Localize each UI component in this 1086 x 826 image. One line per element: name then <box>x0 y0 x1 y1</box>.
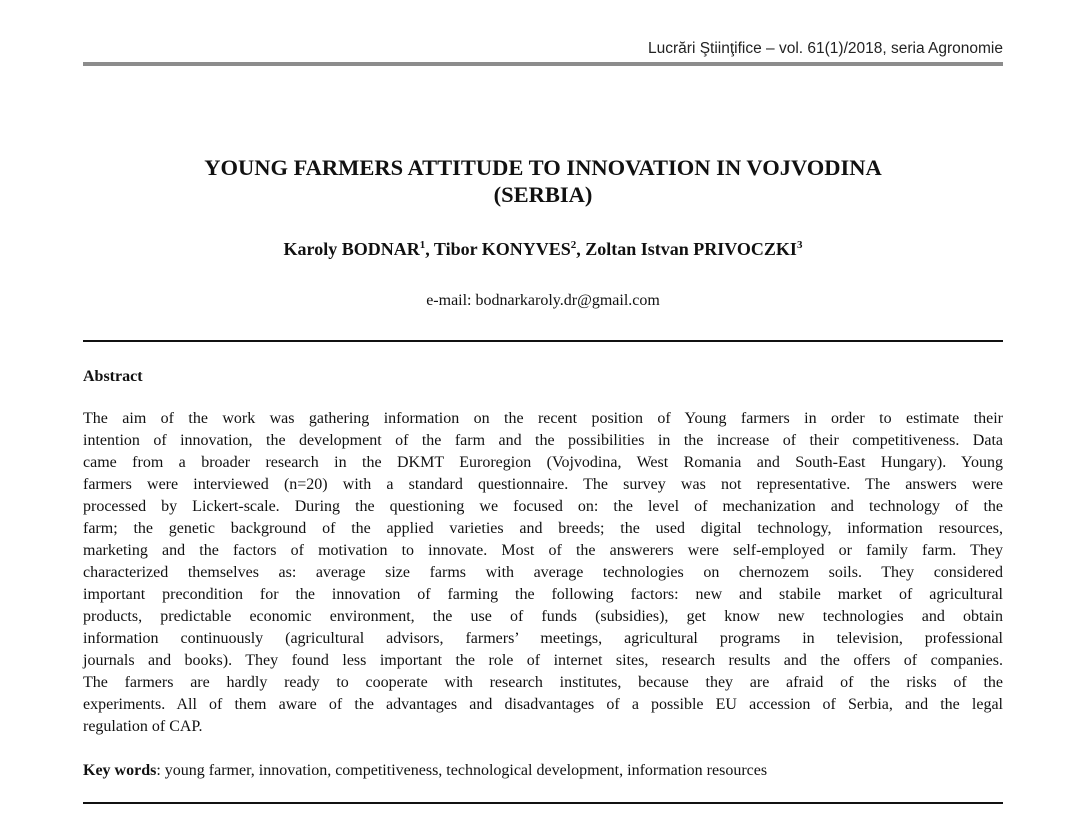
author-affiliation-marker: 1 <box>419 239 426 251</box>
author-affiliation-marker: 2 <box>570 239 577 251</box>
paper-title-line-1: YOUNG FARMERS ATTITUDE TO INNOVATION IN VOJVODINA <box>204 155 882 180</box>
journal-running-header: Lucrări Ştiinţifice – vol. 61(1)/2018, seria Agronomie <box>648 40 1003 57</box>
keywords-text: : young farmer, innovation, competitiveness, technological development, information resources <box>156 762 768 779</box>
header-rule <box>83 62 1003 66</box>
abstract-line: characterized themselves as: average size farms with average technologies on chernozem soils. They considered <box>83 564 1003 581</box>
abstract-line: The aim of the work was gathering information on the recent position of Young farmers in order to estimate their <box>83 410 1003 427</box>
abstract-line: The farmers are hardly ready to cooperate with research institutes, because they are afraid of the risks of the <box>83 674 1003 691</box>
author-separator: , <box>425 239 434 259</box>
abstract-line: marketing and the factors of motivation to innovate. Most of the answerers were self-employed or family farm. They <box>83 542 1003 559</box>
author-affiliation-marker: 3 <box>796 239 803 251</box>
abstract-line: farmers were interviewed (n=20) with a standard questionnaire. The survey was not representative. The answers were <box>83 476 1003 493</box>
abstract-line: products, predictable economic environment, the use of funds (subsidies), get know new technologies and obtain <box>83 608 1003 625</box>
abstract-heading: Abstract <box>83 368 143 385</box>
contact-email: e-mail: bodnarkaroly.dr@gmail.com <box>426 292 660 309</box>
paper-title-line-2: (SERBIA) <box>493 182 593 207</box>
abstract-line: information continuously (agricultural advisors, farmers’ meetings, agricultural programs in television, professional <box>83 630 1003 647</box>
author-separator: , <box>576 239 586 259</box>
author-name: Tibor KONYVES <box>433 239 571 259</box>
abstract-line: farm; the genetic background of the applied varieties and breeds; the used digital technology, information resources, <box>83 520 1003 537</box>
author-name: Zoltan Istvan PRIVOCZKI <box>585 239 797 259</box>
abstract-body <box>83 408 1003 738</box>
keywords-label: Key words <box>83 762 157 779</box>
keywords-line <box>83 761 1003 781</box>
abstract-line: processed by Lickert-scale. During the questioning we focused on: the level of mechanization and technology of the <box>83 498 1003 515</box>
author-list <box>83 238 1003 260</box>
abstract-top-rule <box>83 340 1003 342</box>
abstract-line: intention of innovation, the development of the farm and the possibilities in the increase of their competitiveness. Data <box>83 432 1003 449</box>
abstract-line: regulation of CAP. <box>83 718 203 735</box>
abstract-line: came from a broader research in the DKMT Euroregion (Vojvodina, West Romania and South-East Hungary). Young <box>83 454 1003 471</box>
abstract-line: experiments. All of them aware of the advantages and disadvantages of a possible EU accession of Serbia, and the legal <box>83 696 1003 713</box>
abstract-bottom-rule <box>83 802 1003 804</box>
abstract-line: important precondition for the innovation of farming the following factors: new and stabile market of agricultural <box>83 586 1003 603</box>
author-name: Karoly BODNAR <box>283 239 420 259</box>
paper-page <box>83 0 1003 826</box>
abstract-line: journals and books). They found less important the role of internet sites, research results and the offers of companies. <box>83 652 1003 669</box>
paper-title <box>83 154 1003 208</box>
